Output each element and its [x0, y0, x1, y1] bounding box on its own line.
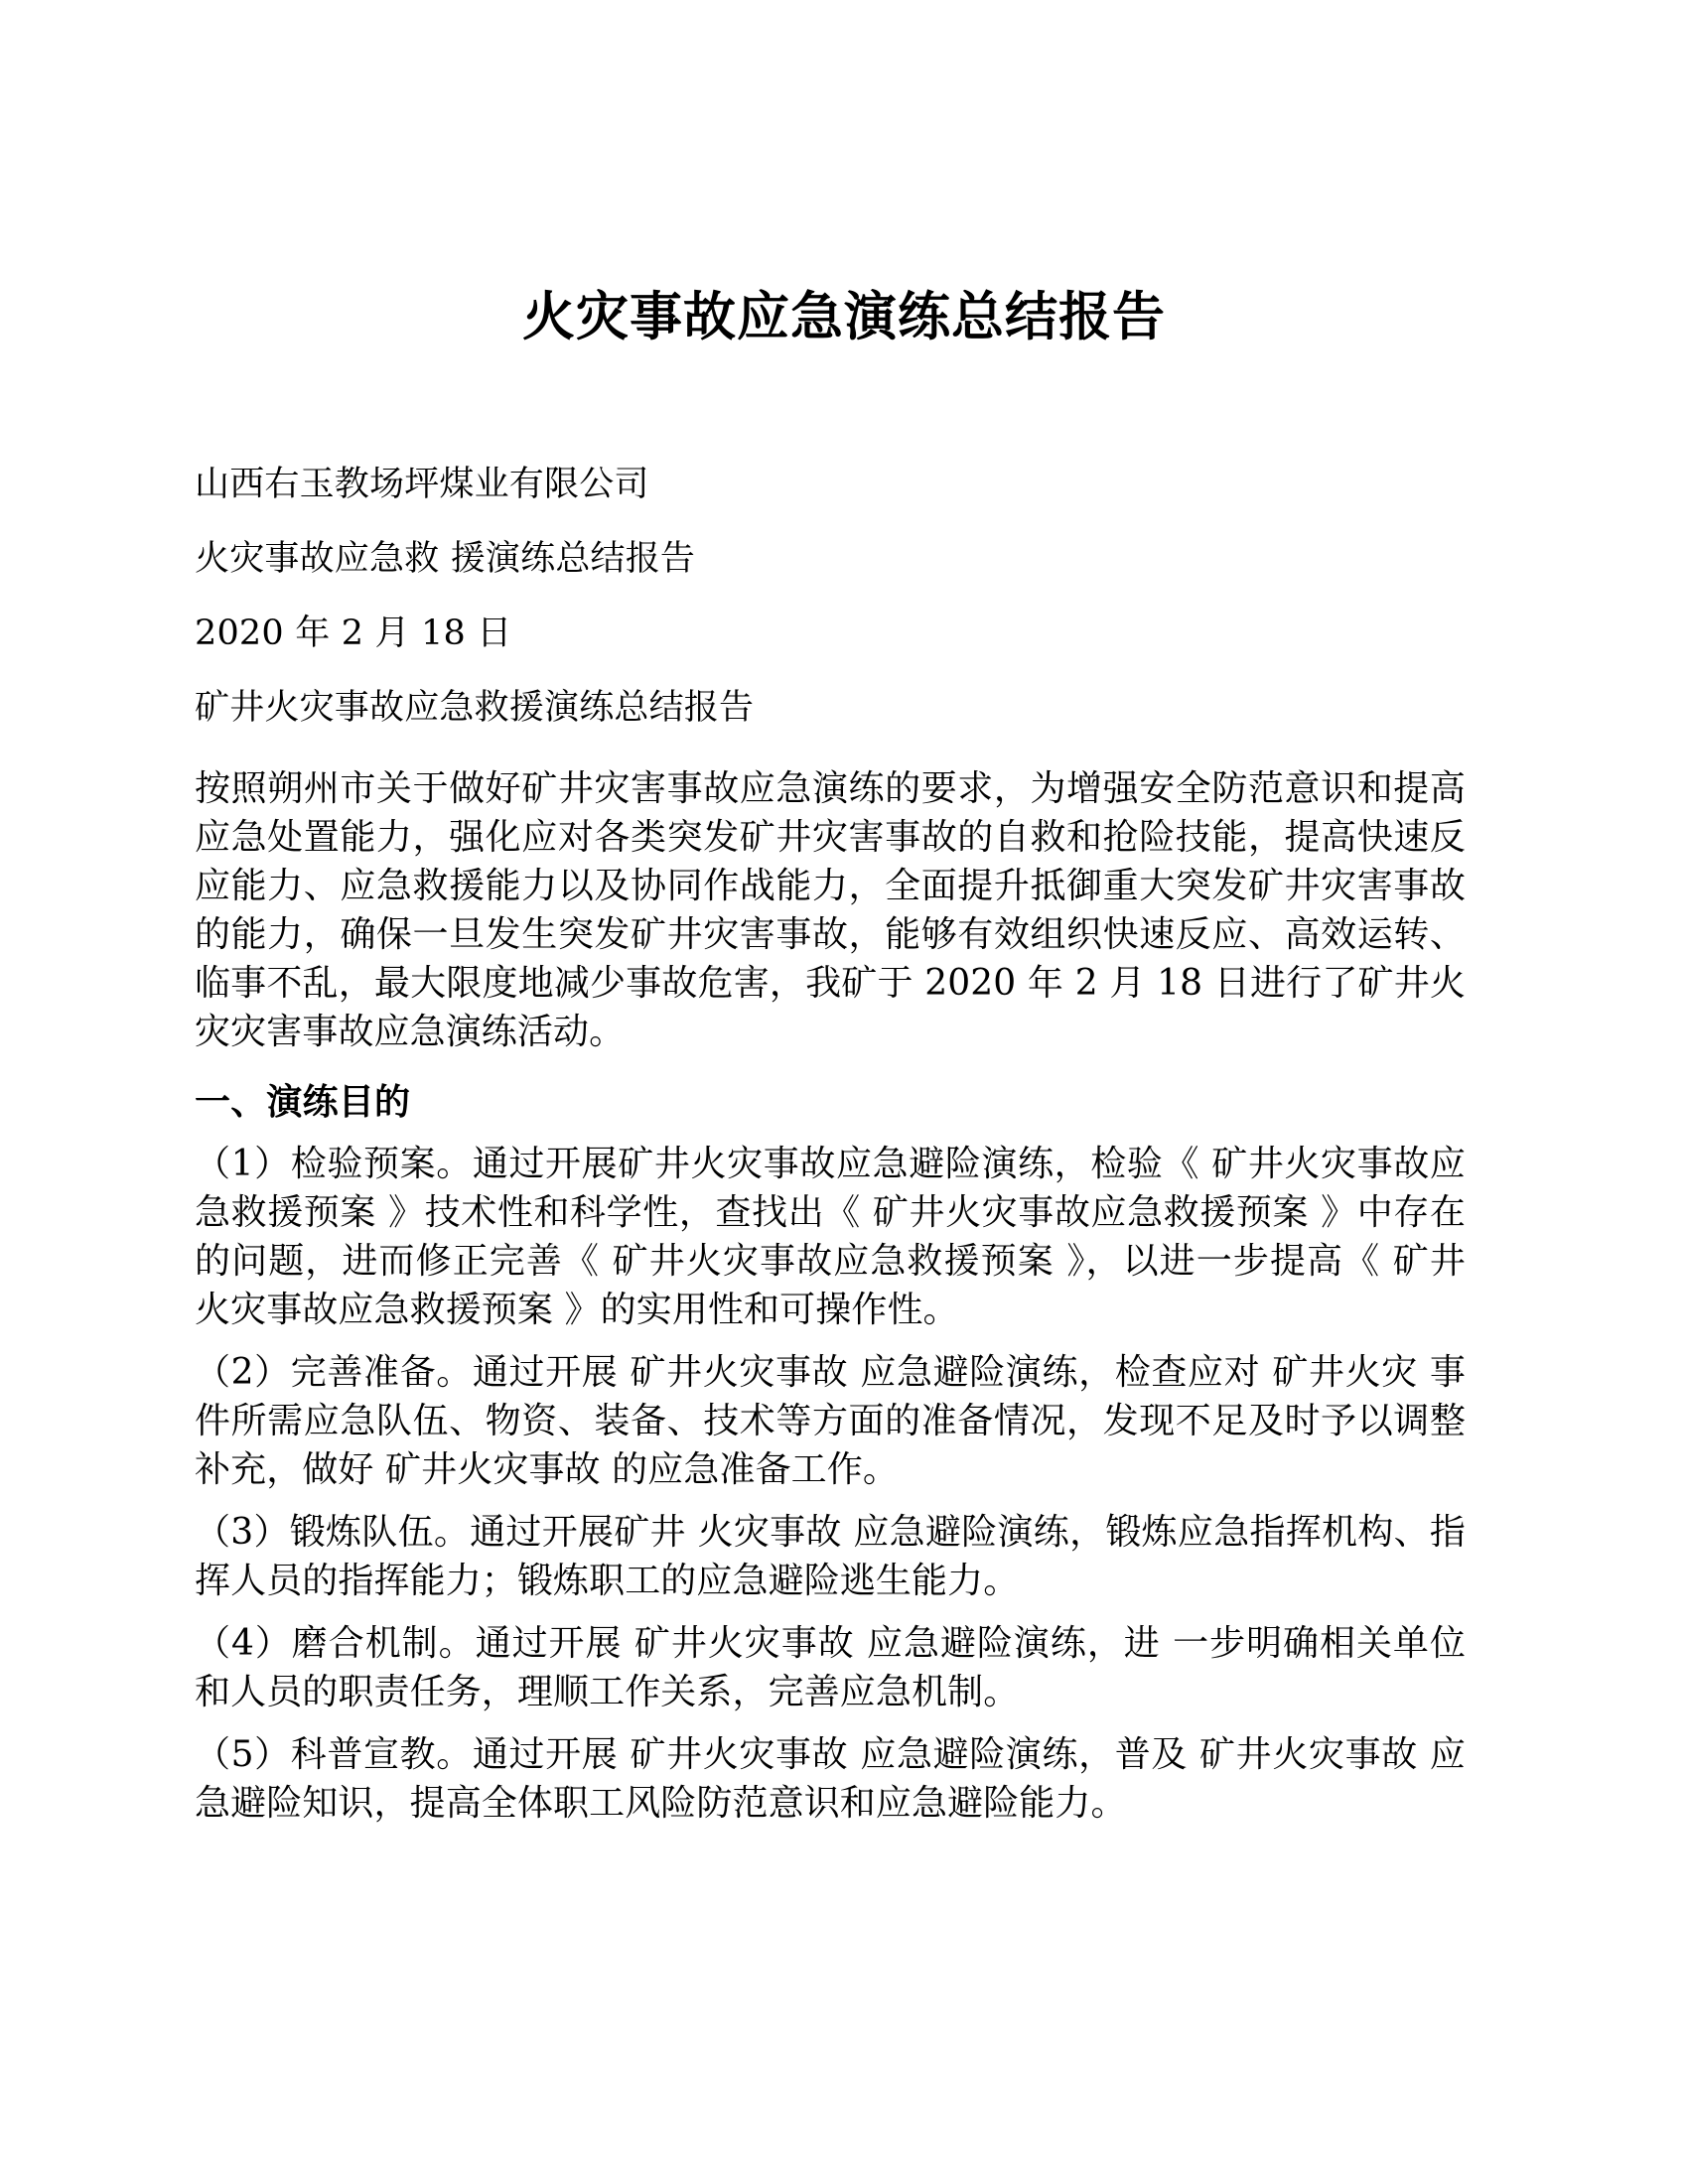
intro-paragraph: 按照朔州市关于做好矿井灾害事故应急演练的要求，为增强安全防范意识和提高应急处置能力，强化应对各类突发矿井灾害事故的自救和抢险技能，提高快速反应能力、应急救援能力以及协同作战能力，全面提升抵御重大突发矿井灾害事故的能力，确保一旦发生突发矿井灾害事故，能够有效组织快速反应、高效运转、临事不乱，最大限度地减少事故危害，我矿于 2020 年 2 月 18 日进行了矿井火灾灾害事故应急演练活动。: [195, 768, 1466, 1052]
list-item: （4）磨合机制。通过开展 矿井火灾事故 应急避险演练，进 一步明确相关单位和人员的职责任务，理顺工作关系，完善应急机制。: [195, 1623, 1466, 1712]
report-subtitle: 火灾事故应急救 援演练总结报告: [195, 539, 696, 579]
document-body: [195, 467, 1466, 1842]
section-heading-purpose: 一、演练目的: [195, 1081, 411, 1123]
page-title: 火灾事故应急演练总结报告: [522, 286, 1166, 347]
list-item: （1）检验预案。通过开展矿井火灾事故应急避险演练，检验《 矿井火灾事故应急救援预案 》技术性和科学性，查找出《 矿井火灾事故应急救援预案 》中存在的问题，进而修正完善《 矿井火灾事故应急救援预案 》，以进一步提高《 矿井火灾事故应急救援预案 》的实用性和可操作性。: [195, 1144, 1466, 1330]
list-item: （5）科普宣教。通过开展 矿井火灾事故 应急避险演练，普及 矿井火灾事故 应急避险知识，提高全体职工风险防范意识和应急避险能力。: [195, 1734, 1466, 1824]
list-item: （2）完善准备。通过开展 矿井火灾事故 应急避险演练，检查应对 矿井火灾 事件所需应急队伍、物资、装备、技术等方面的准备情况，发现不足及时予以调整补充，做好 矿井火灾事故 的应急准备工作。: [195, 1352, 1466, 1490]
list-item: （3）锻炼队伍。通过开展矿井 火灾事故 应急避险演练，锻炼应急指挥机构、指挥人员的指挥能力；锻炼职工的应急避险逃生能力。: [195, 1512, 1466, 1601]
company-name: 山西右玉教场坪煤业有限公司: [195, 465, 649, 504]
report-name: 矿井火灾事故应急救援演练总结报告: [195, 688, 755, 728]
report-date: 2020 年 2 月 18 日: [195, 614, 512, 653]
